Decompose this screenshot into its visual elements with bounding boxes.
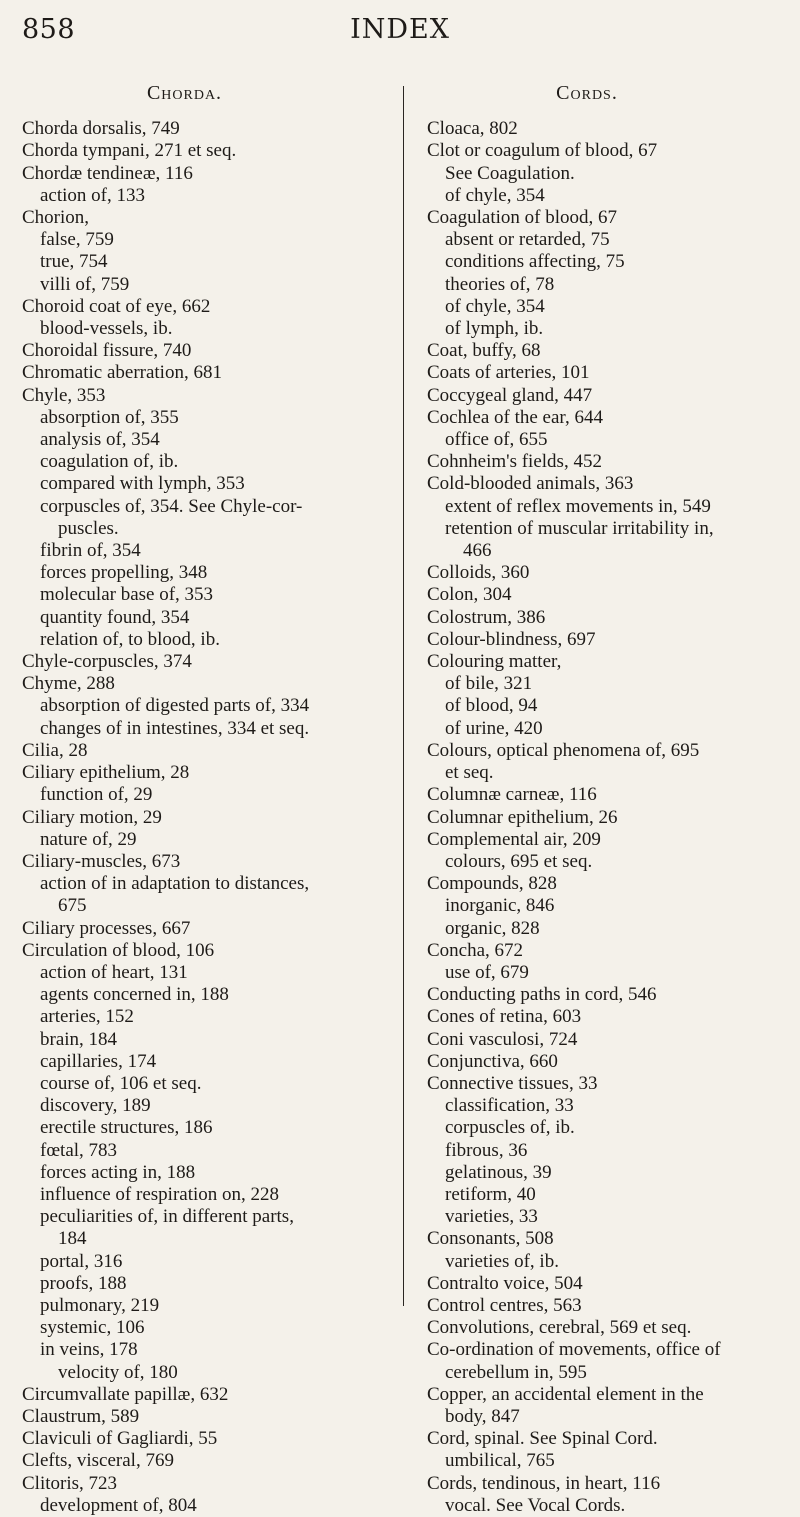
index-entry: Co-ordination of movements, office of <box>427 1339 721 1361</box>
index-entry: relation of, to blood, ib. <box>40 628 220 650</box>
index-entry: Coats of arteries, 101 <box>427 362 590 384</box>
index-entry: pulmonary, 219 <box>40 1294 160 1316</box>
index-entry: Columnar epithelium, 26 <box>427 806 618 828</box>
index-entry: false, 759 <box>40 229 114 251</box>
index-entry: Chyme, 288 <box>22 673 115 695</box>
index-entry: Convolutions, cerebral, 569 et seq. <box>427 1317 692 1339</box>
index-entry: velocity of, 180 <box>58 1361 178 1383</box>
index-entry: corpuscles of, 354. See Chyle-cor- <box>40 495 303 517</box>
index-entry: Ciliary epithelium, 28 <box>22 762 190 784</box>
index-entry: absorption of digested parts of, 334 <box>40 695 310 717</box>
page-title: INDEX <box>350 14 450 45</box>
index-entry: Chorda tympani, 271 et seq. <box>22 140 237 162</box>
index-entry: inorganic, 846 <box>445 895 555 917</box>
index-entry: of lymph, ib. <box>445 318 544 340</box>
index-entry: theories of, 78 <box>445 273 555 295</box>
right-entry-list <box>427 118 787 1517</box>
index-entry: in veins, 178 <box>40 1339 138 1361</box>
index-entry: varieties of, ib. <box>445 1250 559 1272</box>
left-entry-list <box>22 118 387 1517</box>
index-entry: course of, 106 et seq. <box>40 1072 202 1094</box>
index-entry: Cord, spinal. See Spinal Cord. <box>427 1428 658 1450</box>
index-entry: See Coagulation. <box>445 162 575 184</box>
index-entry: vocal. See Vocal Cords. <box>445 1494 626 1516</box>
index-entry: Clot or coagulum of blood, 67 <box>427 140 658 162</box>
index-entry: Conducting paths in cord, 546 <box>427 984 657 1006</box>
index-entry: Cochlea of the ear, 644 <box>427 406 603 428</box>
index-entry: umbilical, 765 <box>445 1450 555 1472</box>
index-entry: use of, 679 <box>445 961 529 983</box>
index-entry: compared with lymph, 353 <box>40 473 245 495</box>
index-entry: Coagulation of blood, 67 <box>427 207 617 229</box>
index-entry: retention of muscular irritability in, <box>445 517 714 539</box>
index-entry: influence of respiration on, 228 <box>40 1183 280 1205</box>
left-column <box>22 82 387 1517</box>
index-entry: office of, 655 <box>445 429 548 451</box>
index-entry: forces propelling, 348 <box>40 562 208 584</box>
index-entry: nature of, 29 <box>40 828 137 850</box>
index-entry: Chyle-corpuscles, 374 <box>22 651 192 673</box>
index-entry: Compounds, 828 <box>427 873 557 895</box>
index-entry: 184 <box>58 1228 87 1250</box>
index-entry: blood-vessels, ib. <box>40 318 173 340</box>
right-column-heading: Cords. <box>556 82 618 104</box>
index-entry: of urine, 420 <box>445 717 543 739</box>
index-entry: Claustrum, 589 <box>22 1405 140 1427</box>
index-entry: of chyle, 354 <box>445 295 545 317</box>
index-entry: Cloaca, 802 <box>427 118 518 140</box>
index-entry: colours, 695 et seq. <box>445 850 593 872</box>
index-entry: arteries, 152 <box>40 1006 134 1028</box>
index-entry: Circulation of blood, 106 <box>22 939 215 961</box>
index-entry: Coat, buffy, 68 <box>427 340 541 362</box>
index-entry: cerebellum in, 595 <box>445 1361 587 1383</box>
index-entry: Columnæ carneæ, 116 <box>427 784 597 806</box>
column-divider <box>403 86 404 1306</box>
index-entry: changes of in intestines, 334 et seq. <box>40 717 310 739</box>
index-entry: Consonants, 508 <box>427 1228 554 1250</box>
index-entry: Ciliary processes, 667 <box>22 917 191 939</box>
index-entry: Control centres, 563 <box>427 1294 582 1316</box>
index-entry: of bile, 321 <box>445 673 533 695</box>
index-entry: fœtal, 783 <box>40 1139 118 1161</box>
index-entry: Colouring matter, <box>427 651 562 673</box>
index-entry: function of, 29 <box>40 784 153 806</box>
index-entry: of blood, 94 <box>445 695 538 717</box>
index-entry: Ciliary-muscles, 673 <box>22 850 181 872</box>
index-entry: Colostrum, 386 <box>427 606 546 628</box>
index-entry: discovery, 189 <box>40 1095 151 1117</box>
index-entry: absorption of, 355 <box>40 406 179 428</box>
index-entry: villi of, 759 <box>40 273 130 295</box>
index-entry: puscles. <box>58 517 119 539</box>
index-entry: capillaries, 174 <box>40 1050 157 1072</box>
left-column-heading: Chorda. <box>146 82 223 104</box>
index-entry: Complemental air, 209 <box>427 828 601 850</box>
index-entry: coagulation of, ib. <box>40 451 179 473</box>
index-entry: 466 <box>463 540 492 562</box>
index-entry: 675 <box>58 895 87 917</box>
index-entry: Conjunctiva, 660 <box>427 1050 558 1072</box>
index-entry: Cords, tendinous, in heart, 116 <box>427 1472 661 1494</box>
index-entry: action of in adaptation to distances, <box>40 873 310 895</box>
index-entry: Cohnheim's fields, 452 <box>427 451 602 473</box>
index-entry: Colloids, 360 <box>427 562 530 584</box>
index-entry: conditions affecting, 75 <box>445 251 625 273</box>
index-entry: forces acting in, 188 <box>40 1161 196 1183</box>
index-entry: Ciliary motion, 29 <box>22 806 162 828</box>
index-entry: Coccygeal gland, 447 <box>427 384 593 406</box>
index-entry: Cilia, 28 <box>22 739 88 761</box>
index-entry: molecular base of, 353 <box>40 584 214 606</box>
index-entry: agents concerned in, 188 <box>40 984 229 1006</box>
index-entry: corpuscles of, ib. <box>445 1117 575 1139</box>
index-entry: Choroidal fissure, 740 <box>22 340 192 362</box>
index-entry: Clefts, visceral, 769 <box>22 1450 174 1472</box>
index-entry: action of heart, 131 <box>40 961 188 983</box>
index-entry: Colon, 304 <box>427 584 512 606</box>
index-entry: Choroid coat of eye, 662 <box>22 295 211 317</box>
index-entry: brain, 184 <box>40 1028 118 1050</box>
index-entry: et seq. <box>445 762 494 784</box>
index-entry: action of, 133 <box>40 184 146 206</box>
index-entry: systemic, 106 <box>40 1317 145 1339</box>
index-entry: Concha, 672 <box>427 939 524 961</box>
index-entry: varieties, 33 <box>445 1206 538 1228</box>
index-entry: gelatinous, 39 <box>445 1161 552 1183</box>
index-entry: absent or retarded, 75 <box>445 229 610 251</box>
index-entry: Chromatic aberration, 681 <box>22 362 222 384</box>
index-entry: Clitoris, 723 <box>22 1472 118 1494</box>
index-entry: development of, 804 <box>40 1494 197 1516</box>
index-entry: Colours, optical phenomena of, 695 <box>427 739 700 761</box>
index-entry: Colour-blindness, 697 <box>427 628 596 650</box>
index-entry: analysis of, 354 <box>40 429 160 451</box>
index-entry: Chorda dorsalis, 749 <box>22 118 180 140</box>
page-number: 858 <box>22 14 76 45</box>
index-entry: quantity found, 354 <box>40 606 190 628</box>
index-entry: peculiarities of, in different parts, <box>40 1206 294 1228</box>
index-entry: organic, 828 <box>445 917 540 939</box>
index-entry: of chyle, 354 <box>445 184 545 206</box>
index-entry: fibrin of, 354 <box>40 540 141 562</box>
index-entry: erectile structures, 186 <box>40 1117 213 1139</box>
index-entry: Cold-blooded animals, 363 <box>427 473 634 495</box>
index-entry: Connective tissues, 33 <box>427 1072 598 1094</box>
index-entry: proofs, 188 <box>40 1272 127 1294</box>
index-entry: Chyle, 353 <box>22 384 106 406</box>
index-entry: Circumvallate papillæ, 632 <box>22 1383 229 1405</box>
index-entry: Claviculi of Gagliardi, 55 <box>22 1428 218 1450</box>
index-entry: portal, 316 <box>40 1250 123 1272</box>
index-entry: body, 847 <box>445 1405 520 1427</box>
index-entry: Contralto voice, 504 <box>427 1272 583 1294</box>
index-entry: Coni vasculosi, 724 <box>427 1028 578 1050</box>
index-entry: retiform, 40 <box>445 1183 536 1205</box>
index-entry: fibrous, 36 <box>445 1139 528 1161</box>
index-entry: true, 754 <box>40 251 108 273</box>
index-entry: Cones of retina, 603 <box>427 1006 582 1028</box>
right-column <box>427 82 787 1517</box>
index-entry: classification, 33 <box>445 1095 574 1117</box>
index-entry: Copper, an accidental element in the <box>427 1383 704 1405</box>
index-entry: Chordæ tendineæ, 116 <box>22 162 193 184</box>
index-entry: Chorion, <box>22 207 90 229</box>
index-entry: extent of reflex movements in, 549 <box>445 495 711 517</box>
